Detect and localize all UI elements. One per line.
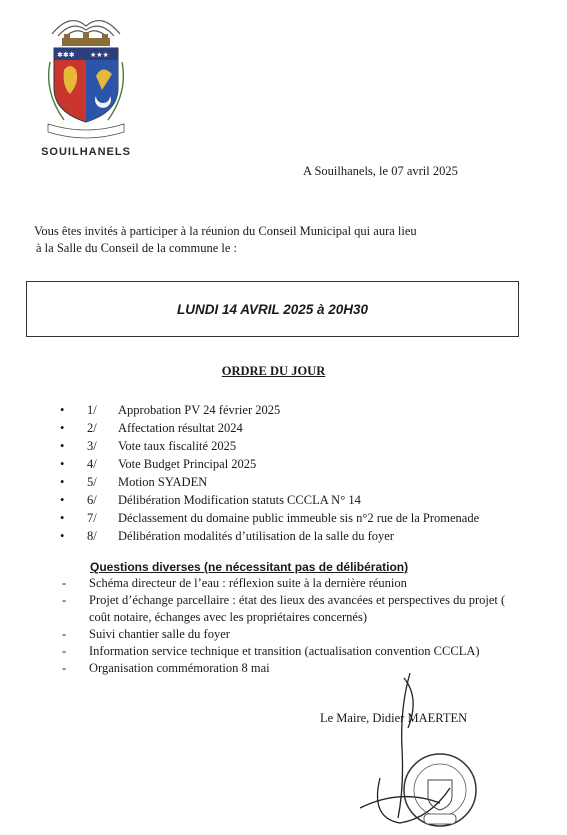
bullet-icon: • (60, 439, 65, 453)
agenda-item (60, 509, 479, 527)
agenda-list (60, 401, 479, 545)
bullet-icon: • (60, 529, 65, 543)
agenda-item (60, 401, 479, 419)
mairie-stamp-icon (400, 750, 480, 830)
list-item-text: Organisation commémoration 8 mai (89, 661, 270, 675)
bullet-icon: • (60, 457, 65, 471)
invitation-line-1: Vous êtes invités à participer à la réunion du Conseil Municipal qui aura lieu (34, 224, 417, 238)
agenda-item-text: Délibération modalités d’utilisation de la salle du foyer (118, 529, 394, 543)
bullet-icon: • (60, 493, 65, 507)
invitation-text (34, 223, 474, 257)
svg-text:✱✱✱: ✱✱✱ (57, 51, 75, 59)
list-item (62, 575, 522, 592)
town-crest-icon (40, 12, 132, 140)
list-item-text: Projet d’échange parcellaire : état des lieux des avancées et perspectives du projet ( coût notaire, échanges avec les propriétaires concernés) (89, 593, 506, 624)
agenda-item-number: 2/ (87, 421, 97, 435)
agenda-item (60, 455, 479, 473)
svg-text:★★★: ★★★ (90, 51, 109, 59)
invitation-line-2: à la Salle du Conseil de la commune le : (36, 241, 237, 255)
agenda-item (60, 491, 479, 509)
agenda-item-text: Vote taux fiscalité 2025 (118, 439, 237, 453)
agenda-item-number: 8/ (87, 529, 97, 543)
agenda-item-text: Affectation résultat 2024 (118, 421, 243, 435)
agenda-item (60, 527, 479, 545)
list-item (62, 626, 522, 643)
bullet-icon: • (60, 475, 65, 489)
mayor-signature-line: Le Maire, Didier MAERTEN (320, 711, 468, 725)
list-item (62, 592, 522, 626)
agenda-item (60, 437, 479, 455)
list-item (62, 643, 522, 660)
agenda-item-number: 3/ (87, 439, 97, 453)
agenda-item-number: 7/ (87, 511, 97, 525)
agenda-item-text: Déclassement du domaine public immeuble sis n°2 rue de la Promenade (118, 511, 480, 525)
bullet-icon: • (60, 403, 65, 417)
questions-diverses-list (62, 575, 522, 677)
agenda-title: ORDRE DU JOUR (221, 364, 326, 378)
agenda-item-text: Motion SYADEN (118, 475, 208, 489)
meeting-date-box (26, 281, 519, 337)
dash-icon: - (62, 627, 67, 641)
meeting-date: LUNDI 14 AVRIL 2025 à 20H30 (176, 301, 369, 317)
agenda-item-number: 6/ (87, 493, 97, 507)
agenda-item-text: Vote Budget Principal 2025 (118, 457, 257, 471)
town-name: SOUILHANELS (41, 146, 131, 158)
dash-icon: - (62, 576, 67, 590)
agenda-item-number: 1/ (87, 403, 97, 417)
agenda-item-number: 5/ (87, 475, 97, 489)
agenda-item (60, 473, 479, 491)
dateline: A Souilhanels, le 07 avril 2025 (303, 164, 458, 178)
questions-diverses-title: Questions diverses (ne nécessitant pas de délibération) (90, 560, 409, 574)
agenda-item-text: Délibération Modification statuts CCCLA N° 14 (118, 493, 361, 507)
dash-icon: - (62, 593, 67, 607)
agenda-item (60, 419, 479, 437)
list-item-text: Information service technique et transition (actualisation convention CCCLA) (89, 644, 480, 658)
dash-icon: - (62, 644, 67, 658)
list-item-text: Suivi chantier salle du foyer (89, 627, 230, 641)
agenda-item-number: 4/ (87, 457, 97, 471)
bullet-icon: • (60, 421, 65, 435)
list-item-text: Schéma directeur de l’eau : réflexion suite à la dernière réunion (89, 576, 407, 590)
dash-icon: - (62, 661, 67, 675)
agenda-item-text: Approbation PV 24 février 2025 (118, 403, 281, 417)
bullet-icon: • (60, 511, 65, 525)
